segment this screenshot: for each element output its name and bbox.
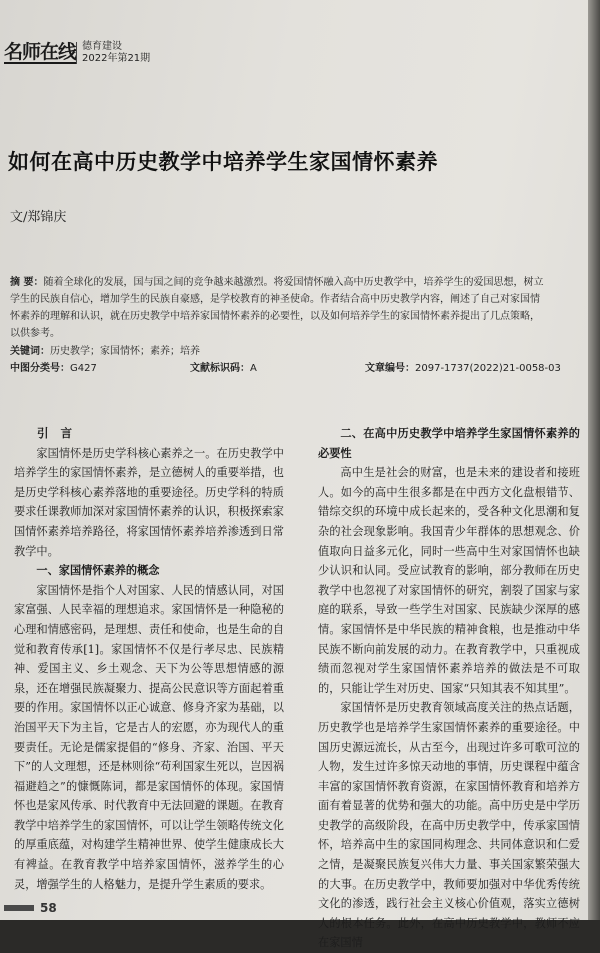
section-1-heading: 一、家国情怀素养的概念 [36,564,160,578]
journal-logo: 名师在线 [4,41,77,63]
header-divider [76,42,77,64]
art-value: 2097-1737(2022)21-0058-03 [415,363,561,374]
intro-heading: 引言 [37,426,84,440]
abstract-text: 随着全球化的发展，国与国之间的竞争越来越激烈。将爱国情怀融入高中历史教学中，培养学生的爱国思想，树立学生的民族自信心，增加学生的民族自豪感，是学校教育的神圣使命。作者结合高中历史教学内容，阐述了自己对家国情怀素养的理解和认识，就在历史教学中培养家国情怀素养的必要性，以及如何培养学生的家国情怀素养提出了几点策略，以供参考。 [10,277,544,339]
book-spine-edge [588,0,600,920]
abstract-label: 摘 要： [10,277,44,288]
doc-value: A [250,363,257,374]
article-author: 文/郑锦庆 [10,210,67,225]
article-number [365,359,561,374]
keywords-label: 关键词： [10,346,50,357]
page-number-tab [4,905,34,911]
keywords [10,342,200,357]
art-label: 文章编号： [365,363,415,374]
issue-number: 2022年第21期 [82,53,151,64]
right-column [318,424,580,953]
column-name: 德育建设 [82,41,122,52]
doc-code [190,359,257,374]
article-title: 如何在高中历史教学中培养学生家国情怀素养 [8,150,438,174]
intro-paragraph: 家国情怀是历史学科核心素养之一。在历史教学中培养学生的家国情怀素养，是立德树人的重要举措，也是历史学科核心素养落地的重要途径。历史学科的特质要求任课教师加深对家国情怀素养的认识，积极探索家国情怀素养培养路径，将家国情怀素养培养渗透到日常教学中。 [14,446,284,558]
section-2-paragraph-2: 家国情怀是历史教育领域高度关注的热点话题，历史教学也是培养学生家国情怀素养的重要途径。中国历史源远流长，从古至今，出现过许多可歌可泣的人物，发生过许多惊天动地的事情，历史课程中蕴含丰富的家国情怀教育资源，在家国情怀教育和培养方面有着显著的优势和强大的功能。高中历史是中学历史教学的高级阶段，在高中历史教学中，传承家国情怀，培养高中生的家国同构理念、共同体意识和仁爱之情，是凝聚民族复兴伟大力量、事关国家繁荣强大的大事。在历史教学中，教师要加强对中华优秀传统文化的渗透，践行社会主义核心价值观，落实立德树人的根本任务。此外，在高中历史教学中，教师不应在家国情 [318,701,580,950]
clc-number [10,359,97,374]
clc-value: G427 [70,363,97,374]
clc-label: 中图分类号： [10,363,70,374]
doc-label: 文献标识码： [190,363,250,374]
abstract [10,274,545,342]
page-number: 58 [40,901,57,915]
keywords-text: 历史教学；家国情怀；素养；培养 [50,346,200,357]
section-2-paragraph-1: 高中生是社会的财富，也是未来的建设者和接班人。如今的高中生很多都是在中西方文化盘根错节、错综交织的环境中成长起来的，受各种文化思潮和复杂的社会现象影响。我国青少年群体的思想观念、价值取向日益多元化，同时一些高中生对家国情怀也缺少认识和认同。受应试教育的影响，部分教师在历史教学中也忽视了对家国情怀的研究，割裂了国家与家庭的联系，导致一些学生对国家、民族缺少深厚的感情。家国情怀是中华民族的精神食粮，也是推动中华民族不断向前发展的动力。在教育教学中，只重视成绩而忽视对学生家国情怀素养培养的做法是不可取的，只能让学生对历史、国家“只知其表不知其里”。 [318,466,580,695]
section-2-heading: 二、在高中历史教学中培养学生家国情怀素养的必要性 [318,427,580,460]
header-info [82,41,150,65]
section-1-paragraph: 家国情怀是指个人对国家、人民的情感认同，对国家富强、人民幸福的理想追求。家国情怀是一种隐秘的心理和情感密码，是理想、责任和使命，也是生命的自觉和教育传承[1]。家国情怀不仅是行孝尽忠、民族精神、爱国主义、乡土观念、天下为公等思想情感的源泉，还在增强民族凝聚力、提高公民意识等方面起着重要的作用。家国情怀以正心诚意、修身齐家为基础，以治国平天下为主旨，它是古人的宏愿，亦为现代人的重要责任。无论是儒家提倡的“修身、齐家、治国、平天下”的人文理想，还是林则徐“苟利国家生死以，岂因祸福避趋之”的慷慨陈词，都是家国情怀的体现。家国情怀也是家风传承、时代教育中无法回避的课题。在教育教学中培养学生的家国情怀，可以让学生领略传统文化的厚重底蕴，对构建学生精神世界、使学生健康成长大有裨益。在教育教学中培养家国情怀，滋养学生的心灵，增强学生的人格魅力，是提升学生素质的要求。 [14,583,284,891]
left-column [14,424,284,894]
